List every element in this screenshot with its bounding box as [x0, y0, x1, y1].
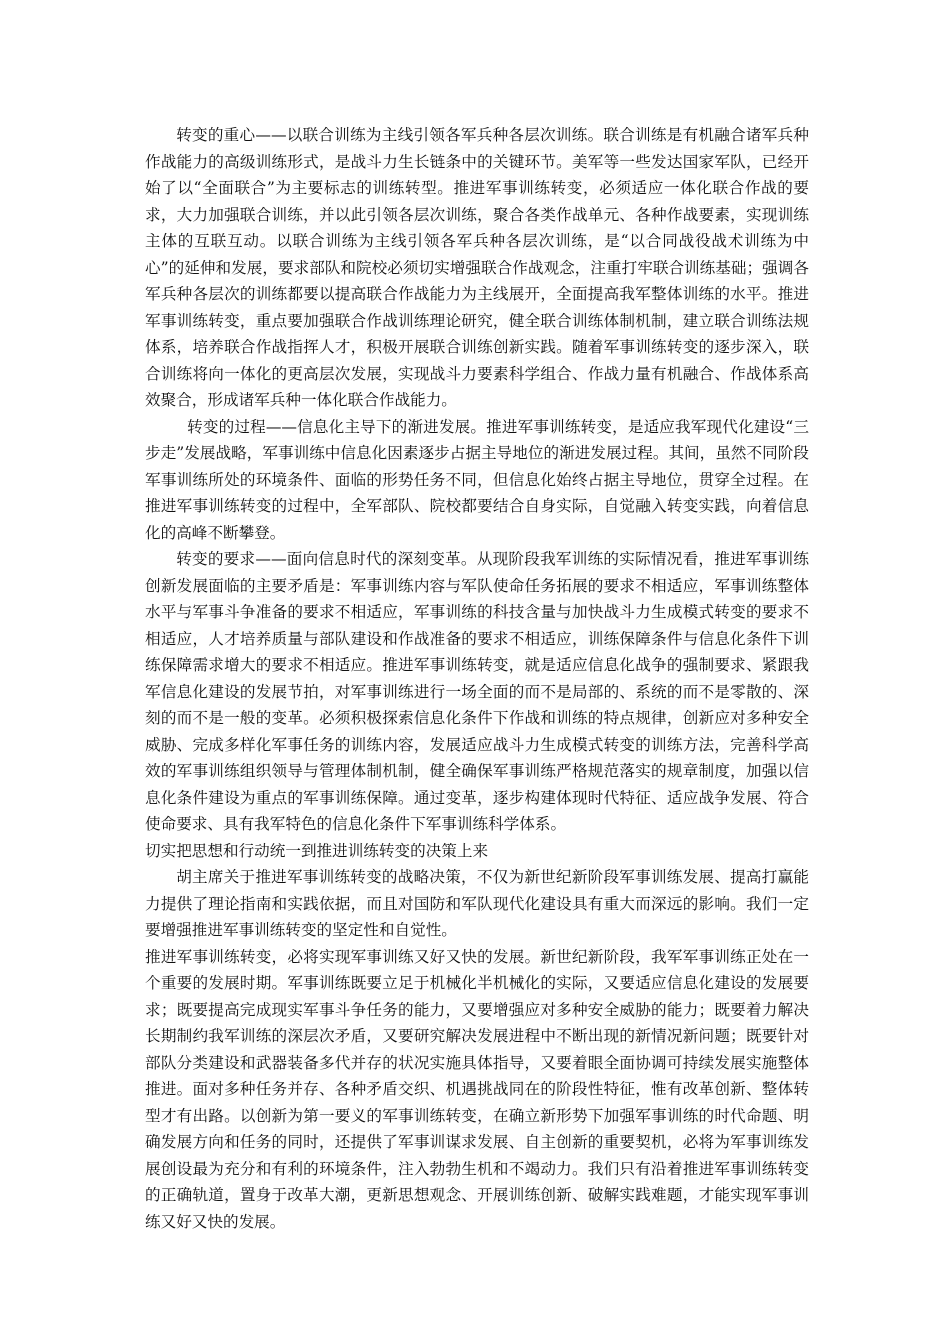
paragraph-decision: 胡主席关于推进军事训练转变的战略决策，不仅为新世纪新阶段军事训练发展、提高打赢能力提供了理论指南和实践依据，而且对国防和军队现代化建设具有重大而深远的影响。我们一定要增强推进军事训练转变的坚定性和自觉性。 [145, 868, 809, 939]
section-heading: 切实把思想和行动统一到推进训练转变的决策上来 [145, 841, 489, 860]
paragraph-development: 推进军事训练转变，必将实现军事训练又好又快的发展。新世纪新阶段，我军军事训练正处在一个重要的发展时期。军事训练既要立足于机械化半机械化的实际，又要适应信息化建设的发展要求；既要提高完成现实军事斗争任务的能力，又要增强应对多种安全威胁的能力；既要着力解决长期制约我军训练的深层次矛盾，又要研究解决发展进程中不断出现的新情况新问题；既要针对部队分类建设和武器装备多代并存的状况实施具体指导，又要着眼全面协调可持续发展实施整体推进。面对多种任务并存、各种矛盾交织、机遇挑战同在的阶段性特征，惟有改革创新、整体转型才有出路。以创新为第一要义的军事训练转变，在确立新形势下加强军事训练的时代命题、明确发展方向和任务的同时，还提供了军事训谋求发展、自主创新的重要契机，必将为军事训练发展创设最为充分和有利的环境条件，注入勃勃生机和不竭动力。我们只有沿着推进军事训练转变的正确轨道，置身于改革大潮，更新思想观念、开展训练创新、破解实践难题，才能实现军事训练又好又快的发展。 [145, 947, 809, 1231]
paragraph-focus: 转变的重心——以联合训练为主线引领各军兵种各层次训练。联合训练是有机融合诸军兵种作战能力的高级训练形式，是战斗力生长链条中的关键环节。美军等一些发达国家军队，已经开始了以“全面联合”为主要标志的训练转型。推进军事训练转变，必须适应一体化联合作战的要求，大力加强联合训练，并以此引领各层次训练，聚合各类作战单元、各种作战要素，实现训练主体的互联互动。以联合训练为主线引领各军兵种各层次训练，是“以合同战役战术训练为中心”的延伸和发展，要求部队和院校必须切实增强联合作战观念，注重打牢联合训练基础；强调各军兵种各层次的训练都要以提高联合作战能力为主线展开，全面提高我军整体训练的水平。推进军事训练转变，重点要加强联合作战训练理论研究，健全联合训练体制机制，建立联合训练法规体系，培养联合作战指挥人才，积极开展联合训练创新实践。随着军事训练转变的逐步深入，联合训练将向一体化的更高层次发展，实现战斗力要素科学组合、作战力量有机融合、作战体系高效聚合，形成诸军兵种一体化联合作战能力。 [145, 126, 809, 409]
paragraph-process: 转变的过程——信息化主导下的渐进发展。推进军事训练转变，是适应我军现代化建设“三步走”发展战略，军事训练中信息化因素逐步占据主导地位的渐进发展过程。其间，虽然不同阶段军事训练所处的环境条件、面临的形势任务不同，但信息化始终占据主导地位，贯穿全过程。在推进军事训练转变的过程中，全军部队、院校都要结合自身实际，自觉融入转变实践，向着信息化的高峰不断攀登。 [145, 417, 809, 542]
paragraph-requirements: 转变的要求——面向信息时代的深刻变革。从现阶段我军训练的实际情况看，推进军事训练创新发展面临的主要矛盾是：军事训练内容与军队使命任务拓展的要求不相适应，军事训练整体水平与军事斗争准备的要求不相适应，军事训练的科技含量与加快战斗力生成模式转变的要求不相适应，人才培养质量与部队建设和作战准备的要求不相适应，训练保障条件与信息化条件下训练保障需求增大的要求不相适应。推进军事训练转变，就是适应信息化战争的强制要求、紧跟我军信息化建设的发展节拍，对军事训练进行一场全面的而不是局部的、系统的而不是零散的、深刻的而不是一般的变革。必须积极探索信息化条件下作战和训练的特点规律，创新应对多种安全威胁、完成多样化军事任务的训练内容，发展适应战斗力生成模式转变的训练方法，完善科学高效的军事训练组织领导与管理体制机制，健全确保军事训练严格规范落实的规章制度，加强以信息化条件建设为重点的军事训练保障。通过变革，逐步构建体现时代特征、适应战争发展、符合使命要求、具有我军特色的信息化条件下军事训练科学体系。 [145, 550, 809, 833]
document-body [145, 122, 809, 1235]
